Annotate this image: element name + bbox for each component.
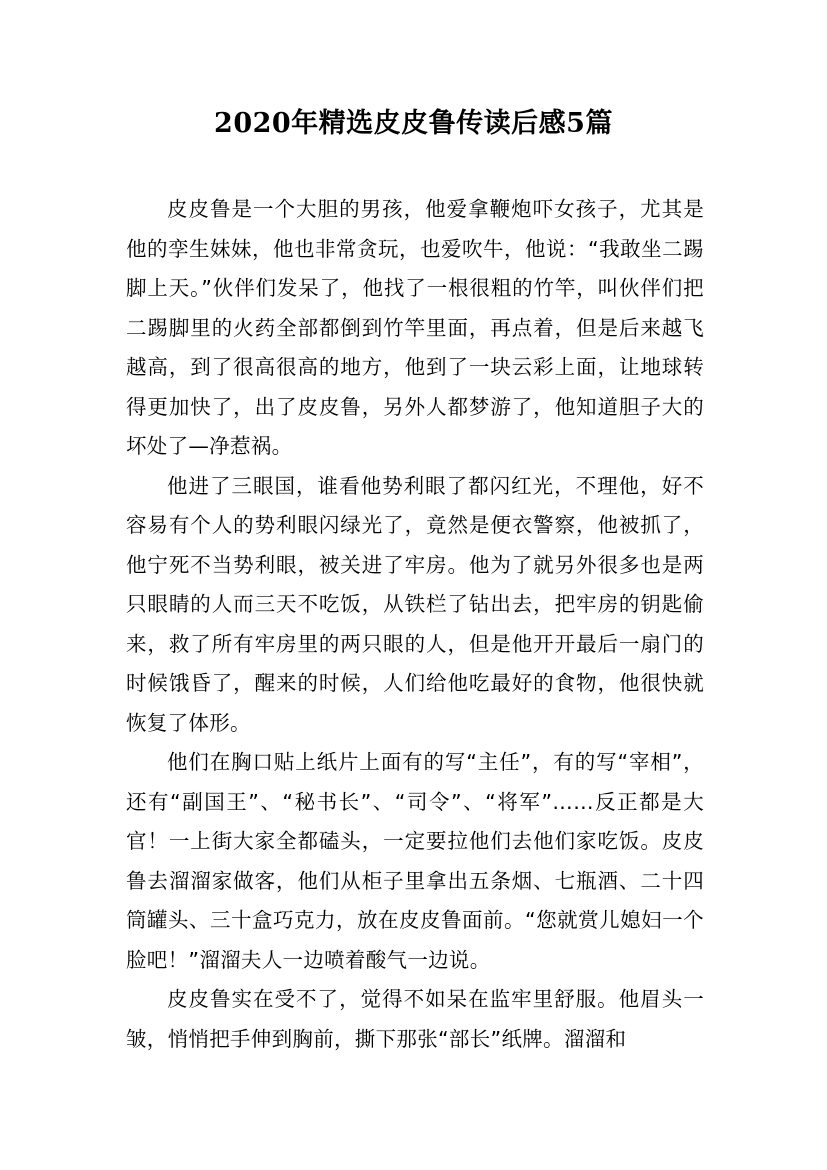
- document-body: [126, 190, 704, 1059]
- paragraph-2: 他进了三眼国，谁看他势利眼了都闪红光，不理他，好不容易有个人的势利眼闪绿光了，竟然是便衣警察，他被抓了，他宁死不当势利眼，被关进了牢房。他为了就另外很多也是两只眼睛的人而三天不吃饭，从铁栏了钻出去，把牢房的钥匙偷来，救了所有牢房里的两只眼的人，但是他开开最后一扇门的时候饿昏了，醒来的时候，人们给他吃最好的食物，他很快就恢复了体形。: [126, 473, 704, 735]
- paragraph-1: 皮皮鲁是一个大胆的男孩，他爱拿鞭炮吓女孩子，尤其是他的孪生妹妹，他也非常贪玩，也爱吹牛，他说：“我敢坐二踢脚上天。”伙伴们发呆了，他找了一根很粗的竹竿，叫伙伴们把二踢脚里的火药全部都倒到竹竿里面，再点着，但是后来越飞越高，到了很高很高的地方，他到了一块云彩上面，让地球转得更加快了，出了皮皮鲁，另外人都梦游了，他知道胆子大的坏处了—净惹祸。: [126, 197, 704, 458]
- paragraph-3: 他们在胸口贴上纸片上面有的写“主任”，有的写“宰相”，还有“副国王”、“秘书长”、“司令”、“将军”……反正都是大官！一上街大家全都磕头，一定要拉他们去他们家吃饭。皮皮鲁去溜溜家做客，他们从柜子里拿出五条烟、七瓶酒、二十四筒罐头、三十盒巧克力，放在皮皮鲁面前。“您就赏儿媳妇一个脸吧！”溜溜夫人一边喷着酸气一边说。: [126, 750, 704, 972]
- document-title: 2020年精选皮皮鲁传读后感5篇: [214, 108, 613, 139]
- paragraph-4: 皮皮鲁实在受不了，觉得不如呆在监牢里舒服。他眉头一皱，悄悄把手伸到胸前，撕下那张“部长”纸牌。溜溜和: [126, 987, 704, 1051]
